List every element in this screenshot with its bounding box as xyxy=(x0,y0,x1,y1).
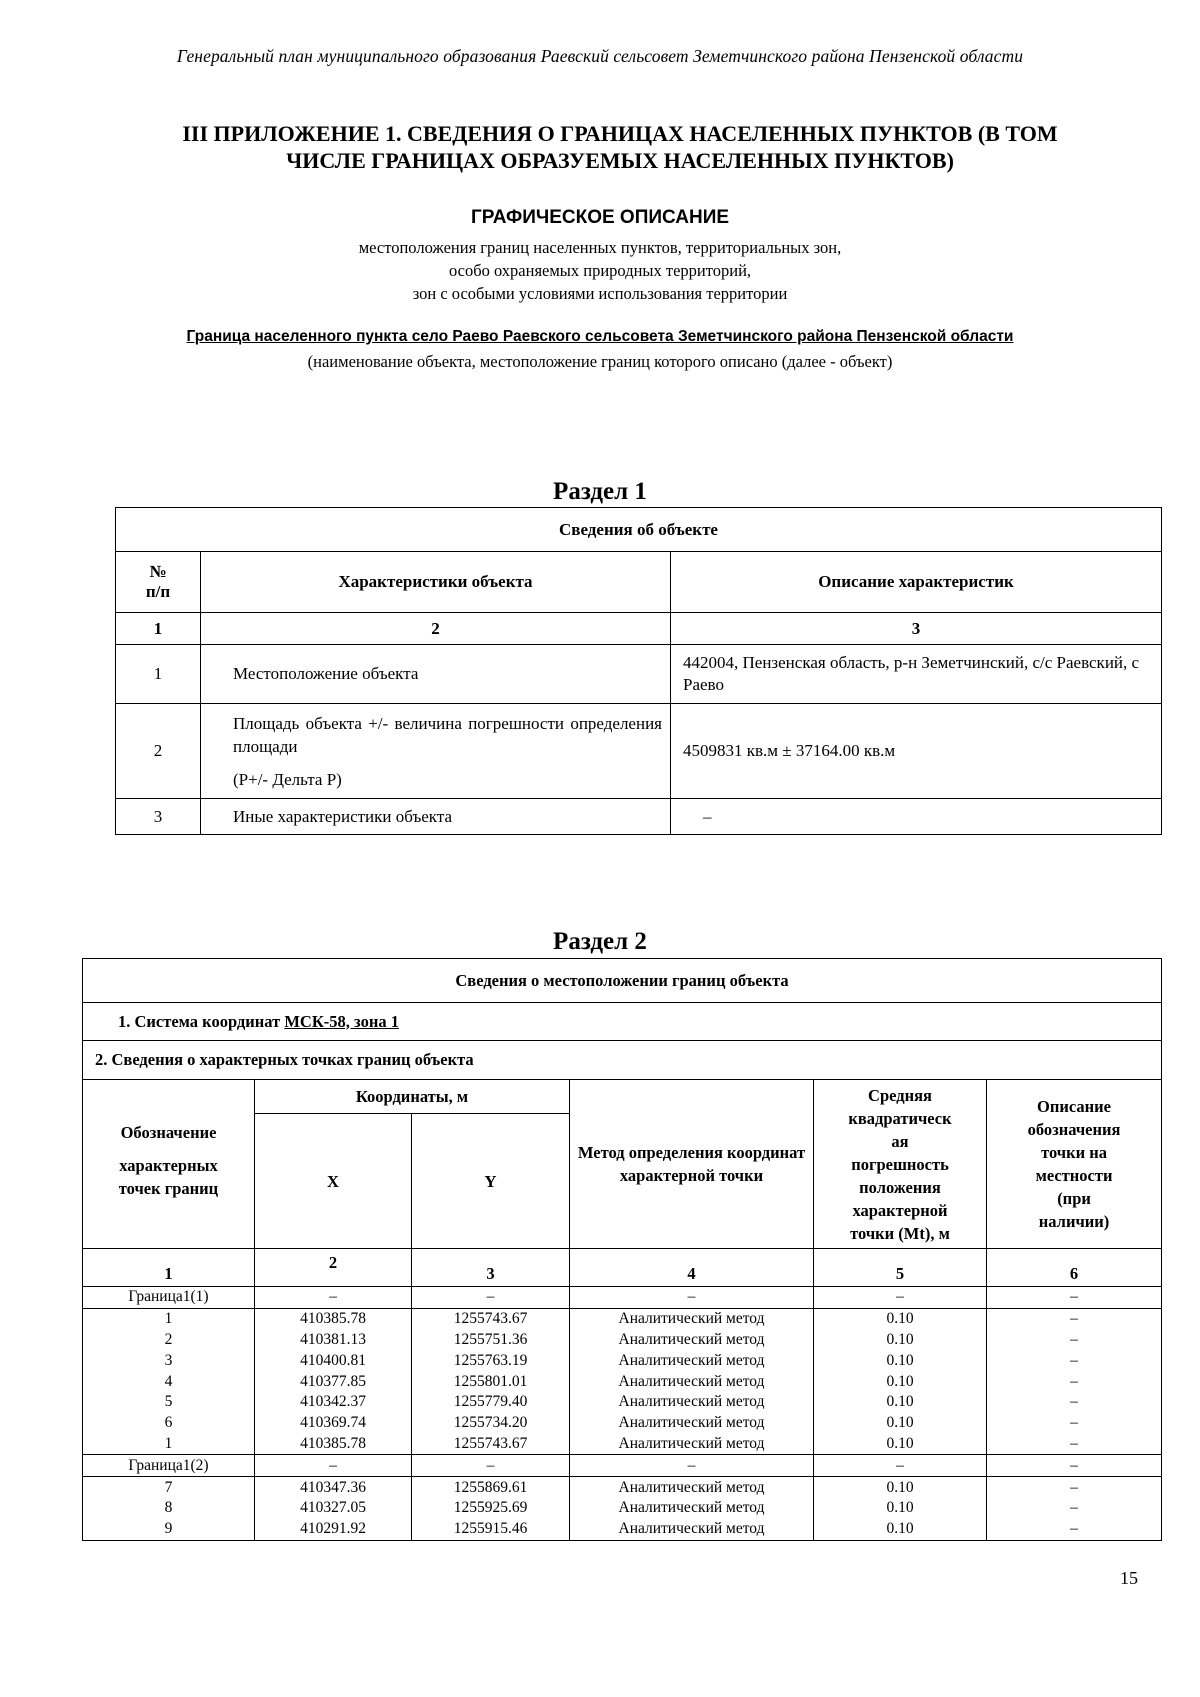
point-x: 410327.05 xyxy=(255,1498,412,1519)
header-accuracy-line-2: квадратическ xyxy=(848,1108,952,1128)
point-designation: 4 xyxy=(83,1371,255,1392)
point-x: 410369.74 xyxy=(255,1413,412,1434)
point-accuracy: – xyxy=(814,1455,987,1477)
object-name-note: (наименование объекта, местоположение границ которого описано (далее - объект) xyxy=(307,352,893,371)
point-designation: 5 xyxy=(83,1392,255,1413)
header-marker-line-2: обозначения xyxy=(1027,1120,1121,1139)
point-x: 410400.81 xyxy=(255,1350,412,1371)
graphic-subtitle-line-1: местоположения границ населенных пунктов, территориальных зон, xyxy=(358,238,842,257)
point-marker: – xyxy=(987,1287,1162,1309)
header-designation-line-2: характерных xyxy=(119,1155,218,1175)
header-accuracy-line-5: положения xyxy=(859,1177,941,1197)
point-designation: 8 xyxy=(83,1498,255,1519)
point-x: 410291.92 xyxy=(255,1519,412,1540)
point-designation: 1 xyxy=(83,1434,255,1455)
row-characteristic-text: Площадь объекта +/- величина погрешности определения площади xyxy=(233,713,662,756)
point-marker: – xyxy=(987,1330,1162,1351)
point-x: 410347.36 xyxy=(255,1477,412,1498)
table-row xyxy=(83,1330,1162,1351)
table-row xyxy=(83,1413,1162,1434)
point-accuracy: 0.10 xyxy=(814,1392,987,1413)
row-characteristic: Местоположение объекта xyxy=(201,645,671,704)
point-marker: – xyxy=(987,1519,1162,1540)
section-1-title: Раздел 1 xyxy=(553,478,647,505)
point-y: 1255925.69 xyxy=(412,1498,570,1519)
header-accuracy xyxy=(814,1080,987,1249)
header-coordinates: Координаты, м xyxy=(255,1080,570,1114)
point-method: Аналитический метод xyxy=(570,1434,814,1455)
point-method: Аналитический метод xyxy=(570,1330,814,1351)
point-accuracy: 0.10 xyxy=(814,1350,987,1371)
point-method: – xyxy=(570,1455,814,1477)
table-row xyxy=(83,1287,1162,1309)
point-method: Аналитический метод xyxy=(570,1413,814,1434)
section-2-title: Раздел 2 xyxy=(553,928,647,955)
point-designation: 7 xyxy=(83,1477,255,1498)
col-number-1: 1 xyxy=(83,1249,255,1287)
table-row xyxy=(116,645,1162,704)
point-x: 410381.13 xyxy=(255,1330,412,1351)
point-accuracy: 0.10 xyxy=(814,1371,987,1392)
col-number-4: 4 xyxy=(570,1249,814,1287)
row-description: 4509831 кв.м ± 37164.00 кв.м xyxy=(671,704,1162,799)
header-description: Описание характеристик xyxy=(671,552,1162,613)
point-accuracy: 0.10 xyxy=(814,1330,987,1351)
point-method: Аналитический метод xyxy=(570,1477,814,1498)
row-description: – xyxy=(671,799,1162,835)
point-y: 1255779.40 xyxy=(412,1392,570,1413)
point-accuracy: 0.10 xyxy=(814,1308,987,1329)
point-designation: 1 xyxy=(83,1308,255,1329)
coord-system-label: 1. Система координат xyxy=(118,1011,281,1031)
point-y: 1255743.67 xyxy=(412,1308,570,1329)
table-row xyxy=(83,1371,1162,1392)
row-num: 1 xyxy=(116,645,201,704)
header-designation-line-3: точек границ xyxy=(118,1178,219,1198)
header-x: X xyxy=(255,1114,412,1249)
point-designation: 6 xyxy=(83,1413,255,1434)
point-y: 1255915.46 xyxy=(412,1519,570,1540)
row-num: 3 xyxy=(116,799,201,835)
table-row xyxy=(116,704,1162,799)
col-number-2: 2 xyxy=(201,613,671,645)
point-accuracy: 0.10 xyxy=(814,1477,987,1498)
header-method: Метод определения координат характерной точки xyxy=(570,1080,814,1249)
header-num-line-2: п/п xyxy=(145,582,171,601)
point-y: – xyxy=(412,1287,570,1309)
table-row xyxy=(83,1498,1162,1519)
point-accuracy: – xyxy=(814,1287,987,1309)
document-title xyxy=(120,120,1120,174)
header-accuracy-line-1: Средняя xyxy=(868,1085,932,1105)
point-accuracy: 0.10 xyxy=(814,1519,987,1540)
point-method: – xyxy=(570,1287,814,1309)
object-name: Граница населенного пункта село Раево Раевского сельсовета Земетчинского района Пензенской области xyxy=(186,328,1014,345)
point-y: 1255743.67 xyxy=(412,1434,570,1455)
point-designation: 2 xyxy=(83,1330,255,1351)
point-y: 1255763.19 xyxy=(412,1350,570,1371)
point-x: 410385.78 xyxy=(255,1308,412,1329)
header-marker-line-6: наличии) xyxy=(1038,1212,1110,1231)
point-marker: – xyxy=(987,1350,1162,1371)
header-designation xyxy=(83,1080,255,1249)
coord-system-row xyxy=(83,1003,1162,1041)
header-accuracy-line-3: ая xyxy=(891,1131,909,1151)
row-description: 442004, Пензенская область, р-н Земетчинский, с/с Раевский, с Раево xyxy=(671,645,1162,704)
table-row xyxy=(116,799,1162,835)
coord-system-value: МСК-58, зона 1 xyxy=(284,1011,399,1031)
col-number-5: 5 xyxy=(814,1249,987,1287)
header-marker-line-4: местности xyxy=(1035,1166,1113,1185)
running-header: Генеральный план муниципального образования Раевский сельсовет Земетчинского района Пензенской области xyxy=(176,46,1024,66)
point-marker: – xyxy=(987,1477,1162,1498)
col-number-1: 1 xyxy=(116,613,201,645)
header-accuracy-line-4: погрешность xyxy=(851,1154,949,1174)
point-marker: – xyxy=(987,1434,1162,1455)
header-num xyxy=(116,552,201,613)
point-marker: – xyxy=(987,1392,1162,1413)
point-method: Аналитический метод xyxy=(570,1371,814,1392)
row-characteristic: Иные характеристики объекта xyxy=(201,799,671,835)
header-marker-line-3: точки на xyxy=(1041,1143,1107,1162)
graphic-description-subtitle xyxy=(0,236,1200,305)
point-method: Аналитический метод xyxy=(570,1519,814,1540)
col-number-3: 3 xyxy=(671,613,1162,645)
point-x: 410342.37 xyxy=(255,1392,412,1413)
row-characteristic-note: (Р+/- Дельта Р) xyxy=(233,769,342,789)
table-row xyxy=(83,1477,1162,1498)
header-accuracy-line-6: характерной xyxy=(852,1200,948,1220)
point-accuracy: 0.10 xyxy=(814,1434,987,1455)
table-row xyxy=(83,1308,1162,1329)
point-method: Аналитический метод xyxy=(570,1308,814,1329)
header-marker-line-1: Описание xyxy=(1037,1097,1112,1116)
document-title-line-2: ЧИСЛЕ ГРАНИЦАХ ОБРАЗУЕМЫХ НАСЕЛЕННЫХ ПУНКТОВ) xyxy=(286,148,954,173)
point-y: 1255801.01 xyxy=(412,1371,570,1392)
point-designation: Граница1(2) xyxy=(83,1455,255,1477)
point-method: Аналитический метод xyxy=(570,1498,814,1519)
table-row xyxy=(83,1455,1162,1477)
header-accuracy-line-7: точки (Мt), м xyxy=(850,1223,950,1243)
point-designation: Граница1(1) xyxy=(83,1287,255,1309)
col-number-3: 3 xyxy=(412,1249,570,1287)
point-marker: – xyxy=(987,1455,1162,1477)
point-x: – xyxy=(255,1455,412,1477)
point-x: 410377.85 xyxy=(255,1371,412,1392)
point-method: Аналитический метод xyxy=(570,1392,814,1413)
header-num-line-1: № xyxy=(149,562,167,581)
point-accuracy: 0.10 xyxy=(814,1498,987,1519)
col-number-2: 2 xyxy=(255,1249,412,1287)
point-designation: 3 xyxy=(83,1350,255,1371)
boundary-points-table xyxy=(82,958,1162,1541)
graphic-subtitle-line-2: особо охраняемых природных территорий, xyxy=(448,261,752,280)
table-row xyxy=(83,1392,1162,1413)
object-info-table xyxy=(115,507,1162,835)
point-marker: – xyxy=(987,1371,1162,1392)
graphic-description-title: ГРАФИЧЕСКОЕ ОПИСАНИЕ xyxy=(470,207,730,228)
point-y: 1255751.36 xyxy=(412,1330,570,1351)
point-y: – xyxy=(412,1455,570,1477)
document-title-line-1: III ПРИЛОЖЕНИЕ 1. СВЕДЕНИЯ О ГРАНИЦАХ НАСЕЛЕННЫХ ПУНКТОВ (В ТОМ xyxy=(182,121,1058,146)
row-num: 2 xyxy=(116,704,201,799)
header-y: Y xyxy=(412,1114,570,1249)
point-x: 410385.78 xyxy=(255,1434,412,1455)
point-accuracy: 0.10 xyxy=(814,1413,987,1434)
point-marker: – xyxy=(987,1498,1162,1519)
header-marker xyxy=(987,1080,1162,1249)
point-marker: – xyxy=(987,1413,1162,1434)
header-designation-line-1: Обозначение xyxy=(120,1122,217,1142)
header-characteristic: Характеристики объекта xyxy=(201,552,671,613)
row-characteristic xyxy=(201,704,671,799)
table-row xyxy=(83,1350,1162,1371)
table-row xyxy=(83,1519,1162,1540)
point-y: 1255734.20 xyxy=(412,1413,570,1434)
point-marker: – xyxy=(987,1308,1162,1329)
point-x: – xyxy=(255,1287,412,1309)
header-marker-line-5: (при xyxy=(1057,1189,1091,1208)
page-number: 15 xyxy=(1120,1568,1138,1588)
point-y: 1255869.61 xyxy=(412,1477,570,1498)
point-method: Аналитический метод xyxy=(570,1350,814,1371)
point-designation: 9 xyxy=(83,1519,255,1540)
col-number-6: 6 xyxy=(987,1249,1162,1287)
graphic-subtitle-line-3: зон с особыми условиями использования территории xyxy=(412,284,788,303)
table-row xyxy=(83,1434,1162,1455)
points-caption: 2. Сведения о характерных точках границ объекта xyxy=(83,1041,1162,1080)
boundary-caption: Сведения о местоположении границ объекта xyxy=(83,959,1162,1003)
object-info-caption: Сведения об объекте xyxy=(116,508,1162,552)
